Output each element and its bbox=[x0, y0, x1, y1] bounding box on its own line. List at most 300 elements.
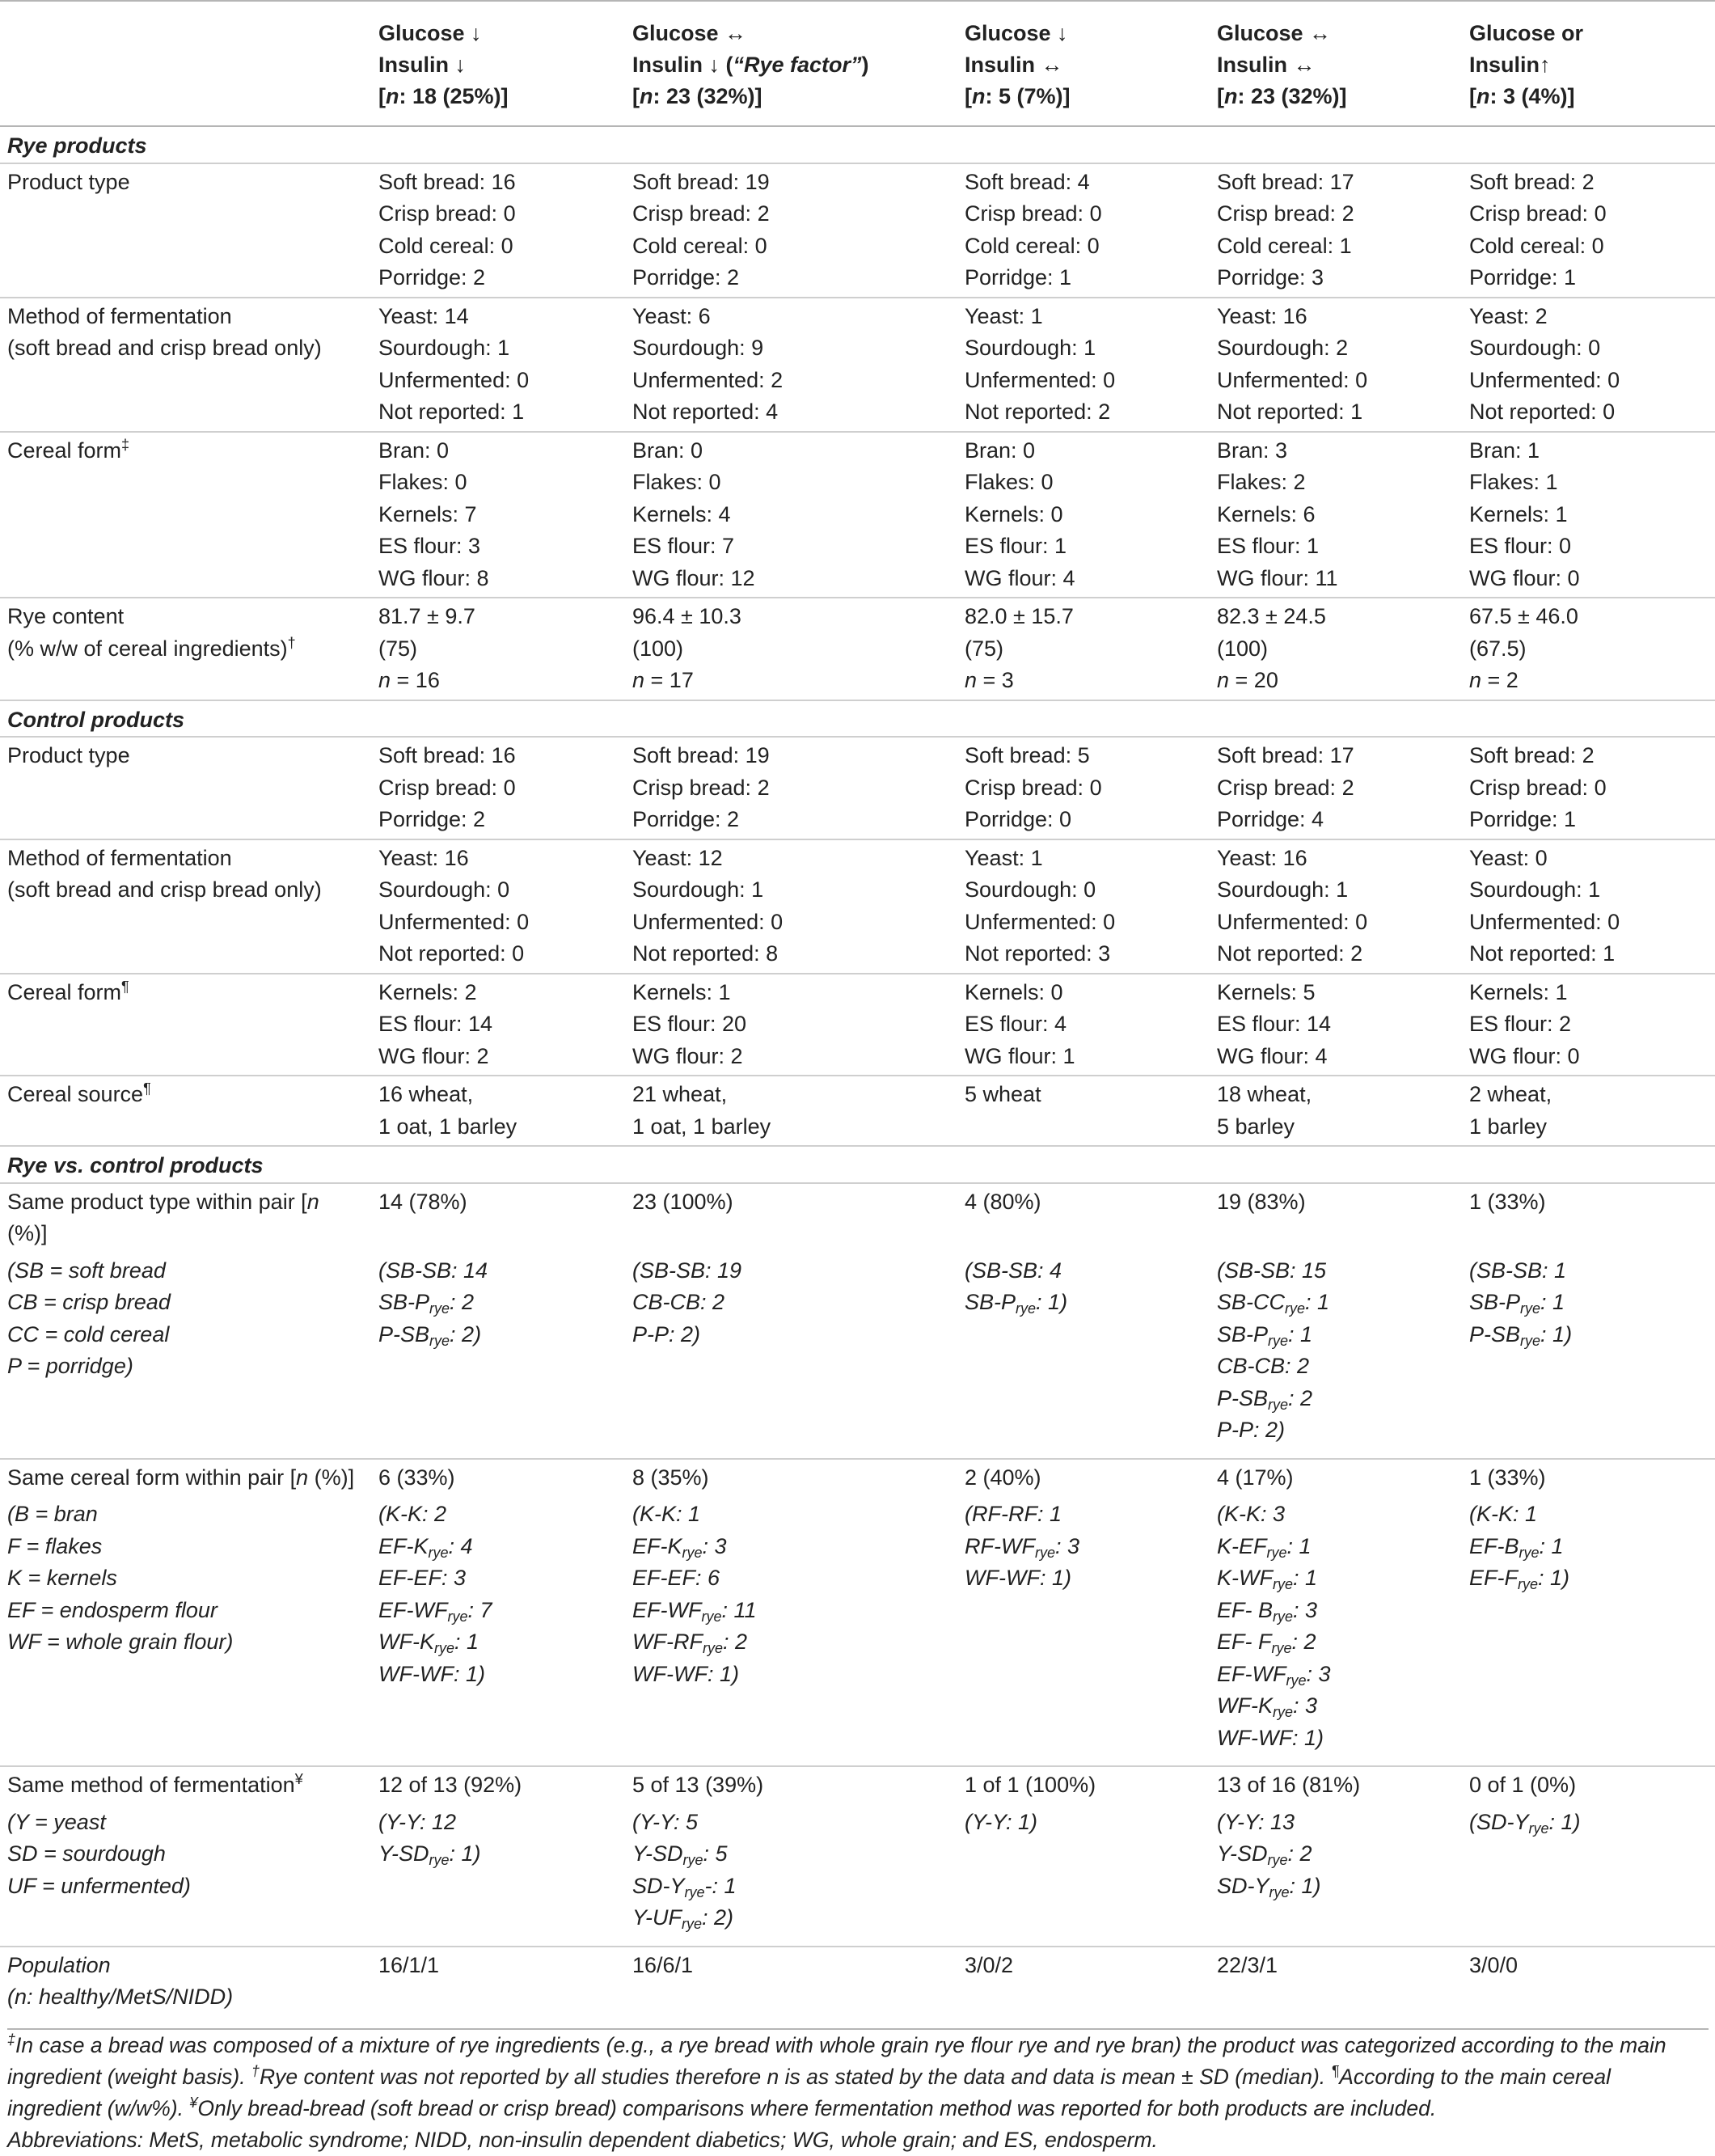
table-cell: 1 (33%) bbox=[1469, 1189, 1546, 1214]
table-cell: (soft bread and crisp bread only) bbox=[7, 877, 322, 902]
cell-line: Yeast: 2 bbox=[1469, 303, 1548, 328]
row-same-cereal-form bbox=[0, 1459, 1715, 1497]
header-col-5 bbox=[1469, 1, 1715, 126]
cell-line: ES flour: 1 bbox=[1217, 534, 1320, 558]
table-cell: 2 (40%) bbox=[965, 1465, 1041, 1490]
row-rye-content bbox=[0, 598, 1715, 700]
header-col-4 bbox=[1217, 1, 1469, 126]
table-cell: Method of fermentation bbox=[7, 303, 232, 328]
cell-line: Kernels: 4 bbox=[632, 501, 731, 526]
table-cell: n bbox=[972, 84, 986, 108]
cell-line: Flakes: 0 bbox=[378, 470, 467, 494]
header-row bbox=[0, 1, 1715, 126]
cell-line: Porridge: 2 bbox=[378, 265, 486, 290]
pair-detail-line: $EF-F_{rye}$: 1) bbox=[1469, 1566, 1570, 1592]
cell-line: Not reported: 2 bbox=[1217, 941, 1363, 966]
cell-line: Bran: 0 bbox=[632, 438, 703, 463]
cell-line: WG flour: 4 bbox=[965, 565, 1075, 590]
cell-line: Porridge: 2 bbox=[378, 807, 486, 831]
table-cell: (%)] bbox=[308, 1465, 355, 1490]
pair-detail-line: (K-K: 1 bbox=[632, 1502, 701, 1526]
cell-line: CC = cold cereal bbox=[7, 1321, 170, 1346]
table-cell: 23 (100%) bbox=[632, 1189, 733, 1214]
rye-content-n bbox=[1469, 665, 1715, 697]
pair-detail-cell bbox=[1469, 1804, 1715, 1947]
cell-line: Unfermented: 0 bbox=[1469, 367, 1620, 392]
pair-detail-line: $EF-WF_{rye}$: 7 bbox=[378, 1597, 492, 1625]
table-cell: “Rye factor” bbox=[733, 53, 862, 77]
table-cell: Control products bbox=[0, 700, 1715, 738]
rye-content-cell bbox=[1217, 598, 1469, 700]
cell-line: 5 wheat bbox=[965, 1082, 1041, 1106]
cell-line: Crisp bread: 0 bbox=[378, 201, 516, 226]
cell-line: Crisp bread: 0 bbox=[1469, 775, 1607, 800]
table-cell: Glucose ↓ bbox=[378, 21, 482, 45]
pair-detail-cell bbox=[378, 1496, 632, 1766]
table-cell: Product type bbox=[0, 737, 378, 839]
pair-detail-line: $P-SB_{rye}$: 2) bbox=[378, 1321, 482, 1349]
cell-line: Soft bread: 2 bbox=[1469, 169, 1595, 194]
table-cell: Insulin↑ bbox=[1469, 53, 1551, 77]
table-cell bbox=[965, 163, 1217, 298]
pair-detail-line: CB-CB: 2 bbox=[632, 1290, 725, 1314]
pair-detail-cell bbox=[632, 1253, 965, 1459]
cell-line: 16 wheat, bbox=[378, 1082, 474, 1106]
cell-line: Soft bread: 17 bbox=[1217, 169, 1354, 194]
table-cell: 6 (33%) bbox=[378, 1465, 455, 1490]
pair-detail-line: P-P: 2) bbox=[632, 1321, 701, 1346]
row-same-fermentation bbox=[0, 1766, 1715, 1804]
cell-line: Yeast: 16 bbox=[1217, 303, 1307, 328]
table-cell bbox=[632, 839, 965, 974]
cell-line: Sourdough: 1 bbox=[1217, 877, 1349, 902]
cell-line: Sourdough: 1 bbox=[632, 877, 764, 902]
cell-line: Crisp bread: 2 bbox=[632, 775, 770, 800]
cell-line: (SB = soft bread bbox=[7, 1258, 166, 1283]
header-col-3 bbox=[965, 1, 1217, 126]
cell-line: Porridge: 2 bbox=[632, 807, 740, 831]
cell-line: Crisp bread: 2 bbox=[1217, 201, 1354, 226]
cell-line: Sourdough: 1 bbox=[965, 336, 1096, 360]
table-cell: 0 of 1 (0%) bbox=[1469, 1773, 1577, 1797]
n-value: = 17 bbox=[644, 668, 694, 692]
cell-line: Flakes: 2 bbox=[1217, 470, 1306, 494]
table-cell: n bbox=[1224, 84, 1238, 108]
table-cell bbox=[965, 737, 1217, 839]
pair-detail-line: EF-EF: 3 bbox=[378, 1566, 467, 1590]
pair-detail-line: (SB-SB: 4 bbox=[965, 1258, 1062, 1283]
pair-detail-cell bbox=[378, 1804, 632, 1947]
table-footnotes bbox=[7, 2028, 1709, 2156]
cell-line: CB = crisp bread bbox=[7, 1290, 171, 1314]
pair-detail-cell bbox=[632, 1496, 965, 1766]
pair-detail-line: $P-SB_{rye}$: 1) bbox=[1469, 1321, 1573, 1349]
cell-line: Kernels: 7 bbox=[378, 501, 477, 526]
pair-detail-line: (RF-RF: 1 bbox=[965, 1502, 1062, 1526]
table-cell: : 18 (25%)] bbox=[399, 84, 509, 108]
table-cell: : 23 (32%)] bbox=[653, 84, 762, 108]
table-cell: 16/1/1 bbox=[378, 1952, 440, 1977]
cell-line: Soft bread: 16 bbox=[378, 743, 516, 767]
cell-line: ES flour: 0 bbox=[1469, 534, 1572, 558]
row-rye-product-type bbox=[0, 163, 1715, 298]
cell-line: 21 wheat, bbox=[632, 1082, 728, 1106]
cell-line: ES flour: 4 bbox=[965, 1012, 1067, 1036]
pair-detail-line: $EF-B_{rye}$: 1 bbox=[1469, 1533, 1564, 1561]
rye-content-n bbox=[1217, 665, 1469, 697]
pair-detail-line: $K-EF_{rye}$: 1 bbox=[1217, 1533, 1312, 1561]
pair-detail-line: $SB-P_{rye}$: 2 bbox=[378, 1290, 475, 1317]
cell-line: Sourdough: 1 bbox=[1469, 877, 1601, 902]
table-cell: 5 of 13 (39%) bbox=[632, 1773, 764, 1797]
cell-line: Unfermented: 0 bbox=[1217, 367, 1368, 392]
cell-line: WG flour: 2 bbox=[378, 1043, 489, 1068]
pair-detail-cell bbox=[1217, 1496, 1469, 1766]
cell-line: Kernels: 0 bbox=[965, 501, 1063, 526]
section-rye-vs-control bbox=[0, 1146, 1715, 1183]
table-cell: ¶ bbox=[1331, 2063, 1340, 2079]
table-cell: 4 (17%) bbox=[1217, 1465, 1294, 1490]
cell-line: Kernels: 2 bbox=[378, 979, 477, 1004]
table-cell bbox=[1217, 163, 1469, 298]
pair-detail-line: CB-CB: 2 bbox=[1217, 1354, 1310, 1378]
rye-content-cell bbox=[965, 598, 1217, 700]
pair-detail-line: (Y-Y: 1) bbox=[965, 1809, 1038, 1834]
table-cell: 14 (78%) bbox=[378, 1189, 467, 1214]
cell-line: Yeast: 16 bbox=[1217, 845, 1307, 870]
table-cell: Rye vs. control products bbox=[0, 1146, 1715, 1183]
cell-line: K = kernels bbox=[7, 1566, 117, 1590]
rye-content-mean: 67.5 ± 46.0 bbox=[1469, 604, 1578, 628]
cell-line: Sourdough: 0 bbox=[1469, 336, 1601, 360]
rye-content-median: (67.5) bbox=[1469, 636, 1527, 661]
header-col-2 bbox=[632, 1, 965, 126]
cell-line: WG flour: 8 bbox=[378, 565, 489, 590]
cell-line: Soft bread: 5 bbox=[965, 743, 1090, 767]
cell-line: UF = unfermented) bbox=[7, 1873, 191, 1898]
cell-line: Flakes: 1 bbox=[1469, 470, 1558, 494]
row-same-product-type-detail bbox=[0, 1253, 1715, 1459]
table-cell: Same product type within pair [ bbox=[7, 1189, 307, 1214]
table-cell: Population bbox=[7, 1952, 111, 1977]
cell-line: Yeast: 1 bbox=[965, 303, 1043, 328]
table-cell: (soft bread and crisp bread only) bbox=[7, 336, 322, 360]
table-cell: 3/0/2 bbox=[965, 1952, 1014, 1977]
pair-detail-line: (K-K: 3 bbox=[1217, 1502, 1286, 1526]
pair-detail-line: (SB-SB: 19 bbox=[632, 1258, 742, 1283]
table-cell bbox=[378, 974, 632, 1076]
cell-line: Soft bread: 2 bbox=[1469, 743, 1595, 767]
pair-detail-line: $P-SB_{rye}$: 2 bbox=[1217, 1385, 1313, 1413]
row-rye-cereal-form bbox=[0, 432, 1715, 598]
rye-content-median: (75) bbox=[965, 636, 1004, 661]
cell-line: ES flour: 2 bbox=[1469, 1012, 1572, 1036]
cell-line: (B = bran bbox=[7, 1502, 98, 1526]
table-cell: : 23 (32%)] bbox=[1237, 84, 1347, 108]
table-cell bbox=[0, 1253, 378, 1459]
rye-content-mean: 81.7 ± 9.7 bbox=[378, 604, 475, 628]
cell-line: 2 wheat, bbox=[1469, 1082, 1552, 1106]
cell-line: Not reported: 1 bbox=[378, 399, 525, 424]
table-cell bbox=[378, 839, 632, 974]
row-same-product-type bbox=[0, 1183, 1715, 1253]
table-cell bbox=[1469, 163, 1715, 298]
table-cell bbox=[965, 1076, 1217, 1146]
table-cell: † bbox=[251, 2063, 260, 2079]
rye-content-n bbox=[378, 665, 632, 697]
pair-detail-line: $WF-K_{rye}$: 1 bbox=[378, 1630, 479, 1656]
cell-line: Unfermented: 0 bbox=[378, 909, 530, 934]
cell-line: F = flakes bbox=[7, 1533, 103, 1558]
table-cell: 22/3/1 bbox=[1217, 1952, 1278, 1977]
cell-line: Flakes: 0 bbox=[965, 470, 1054, 494]
pair-detail-line: $Y-SD_{rye}$: 5 bbox=[632, 1841, 728, 1868]
table-cell bbox=[1469, 432, 1715, 598]
cell-line: Crisp bread: 2 bbox=[632, 201, 770, 226]
table-cell: Rye products bbox=[0, 126, 1715, 163]
table-cell: n bbox=[640, 84, 653, 108]
pair-detail-line: $SD-Y_{rye}-$: 1 bbox=[632, 1873, 737, 1900]
table-cell bbox=[1469, 1076, 1715, 1146]
pair-detail-line: P-P: 2) bbox=[1217, 1418, 1286, 1442]
table-cell: 1 (33%) bbox=[1469, 1465, 1546, 1490]
pair-detail-cell bbox=[965, 1804, 1217, 1947]
cell-line: Kernels: 1 bbox=[632, 979, 731, 1004]
cell-line: Porridge: 3 bbox=[1217, 265, 1324, 290]
table-cell bbox=[965, 839, 1217, 974]
pair-detail-line: (K-K: 2 bbox=[378, 1502, 447, 1526]
pair-detail-line: WF-WF: 1) bbox=[632, 1661, 739, 1686]
table-cell: According to the main cereal ingredient (w/w%). bbox=[7, 2065, 1612, 2120]
cell-line: Sourdough: 2 bbox=[1217, 336, 1349, 360]
cell-line: 18 wheat, bbox=[1217, 1082, 1312, 1106]
table-cell: 1 of 1 (100%) bbox=[965, 1773, 1096, 1797]
cell-line: Porridge: 1 bbox=[1469, 265, 1577, 290]
cell-line: Yeast: 6 bbox=[632, 303, 711, 328]
rye-content-n bbox=[632, 665, 965, 697]
cell-line: Bran: 1 bbox=[1469, 438, 1540, 463]
table-cell: [ bbox=[632, 84, 640, 108]
cell-line: ES flour: 20 bbox=[632, 1012, 747, 1036]
pair-detail-line: $Y-SD_{rye}$: 1) bbox=[378, 1841, 481, 1868]
cell-line: Unfermented: 0 bbox=[965, 367, 1116, 392]
cell-line: Cold cereal: 0 bbox=[378, 233, 513, 258]
rye-content-n bbox=[965, 665, 1217, 697]
pair-detail-line: EF- $F_{rye}$: 2 bbox=[1217, 1630, 1316, 1656]
cell-line: WG flour: 4 bbox=[1217, 1043, 1328, 1068]
table-cell: Glucose or bbox=[1469, 21, 1584, 45]
pair-detail-line: (SB-SB: 15 bbox=[1217, 1258, 1327, 1283]
pair-detail-line: WF-WF: 1) bbox=[378, 1661, 485, 1686]
table-cell: 3/0/0 bbox=[1469, 1952, 1519, 1977]
rye-content-mean: 96.4 ± 10.3 bbox=[632, 604, 741, 628]
cell-line: Bran: 3 bbox=[1217, 438, 1288, 463]
n-value: = 3 bbox=[977, 668, 1014, 692]
cell-line: Not reported: 1 bbox=[1217, 399, 1363, 424]
table-cell: n bbox=[386, 84, 399, 108]
table-cell: 8 (35%) bbox=[632, 1465, 709, 1490]
table-cell: n bbox=[1476, 84, 1490, 108]
pair-detail-line: $SB-P_{rye}$: 1) bbox=[965, 1290, 1068, 1317]
cell-line: Cold cereal: 0 bbox=[965, 233, 1100, 258]
pair-detail-line: EF-EF: 6 bbox=[632, 1566, 720, 1590]
table-cell: ‡ bbox=[7, 2031, 16, 2048]
rye-content-cell bbox=[378, 598, 632, 700]
cell-line: (Y = yeast bbox=[7, 1809, 106, 1834]
cell-line: Flakes: 0 bbox=[632, 470, 721, 494]
table-cell bbox=[1217, 839, 1469, 974]
cell-line: Crisp bread: 2 bbox=[1217, 775, 1354, 800]
cell-line: Not reported: 0 bbox=[378, 941, 525, 966]
table-cell bbox=[378, 737, 632, 839]
table-cell bbox=[0, 1804, 378, 1947]
table-cell: 13 of 16 (81%) bbox=[1217, 1773, 1361, 1797]
table-cell bbox=[378, 298, 632, 432]
table-cell: ‡ bbox=[121, 436, 130, 453]
pair-detail-line: ($SD-Y_{rye}$: 1) bbox=[1469, 1809, 1581, 1837]
table-cell: Insulin ↔ bbox=[1217, 53, 1316, 77]
pair-detail-line: (Y-Y: 12 bbox=[378, 1809, 457, 1834]
header-col-1 bbox=[378, 1, 632, 126]
cell-line: Sourdough: 1 bbox=[378, 336, 510, 360]
pair-detail-cell bbox=[1469, 1253, 1715, 1459]
table-cell: Rye content bbox=[7, 604, 125, 628]
pair-detail-cell bbox=[378, 1253, 632, 1459]
pair-detail-line: WF-WF: 1) bbox=[1217, 1725, 1324, 1750]
cell-line: P = porridge) bbox=[7, 1354, 133, 1378]
pair-detail-line: (SB-SB: 1 bbox=[1469, 1258, 1567, 1283]
n-value: = 2 bbox=[1481, 668, 1519, 692]
cell-line: Kernels: 6 bbox=[1217, 501, 1316, 526]
cell-line: Cold cereal: 1 bbox=[1217, 233, 1352, 258]
row-control-cereal-source bbox=[0, 1076, 1715, 1146]
cell-line: Yeast: 0 bbox=[1469, 845, 1548, 870]
pair-detail-line: $K-WF_{rye}$: 1 bbox=[1217, 1566, 1318, 1592]
table-cell: (%)] bbox=[7, 1221, 48, 1245]
pair-detail-line: $SB-P_{rye}$: 1 bbox=[1217, 1321, 1313, 1349]
rye-content-median: (100) bbox=[1217, 636, 1269, 661]
cell-line: Sourdough: 0 bbox=[378, 877, 510, 902]
pair-detail-line: $Y-UF_{rye}$: 2) bbox=[632, 1905, 734, 1932]
cell-line: Soft bread: 17 bbox=[1217, 743, 1354, 767]
pair-detail-line: (Y-Y: 5 bbox=[632, 1809, 699, 1834]
cell-line: 1 oat, 1 barley bbox=[378, 1114, 517, 1139]
table-cell: Insulin ↔ bbox=[965, 53, 1063, 77]
table-cell: n bbox=[296, 1465, 309, 1490]
cell-line: ES flour: 14 bbox=[378, 1012, 493, 1036]
cell-line: Crisp bread: 0 bbox=[965, 201, 1102, 226]
table-cell bbox=[632, 163, 965, 298]
cell-line: Yeast: 16 bbox=[378, 845, 469, 870]
table-cell: Product type bbox=[0, 163, 378, 298]
table-cell: Glucose ↓ bbox=[965, 21, 1068, 45]
cell-line: ES flour: 3 bbox=[378, 534, 481, 558]
table-cell bbox=[965, 974, 1217, 1076]
table-cell: Same cereal form within pair [ bbox=[7, 1465, 297, 1490]
cell-line: WG flour: 0 bbox=[1469, 565, 1580, 590]
cell-line: Yeast: 1 bbox=[965, 845, 1043, 870]
table-cell bbox=[1217, 737, 1469, 839]
table-cell bbox=[965, 432, 1217, 598]
table-cell: [ bbox=[965, 84, 972, 108]
table-cell: [ bbox=[378, 84, 386, 108]
table-cell bbox=[378, 163, 632, 298]
pair-detail-line: WF-WF: 1) bbox=[965, 1566, 1071, 1590]
cell-line: Soft bread: 16 bbox=[378, 169, 516, 194]
table-cell bbox=[965, 298, 1217, 432]
cell-line: Yeast: 14 bbox=[378, 303, 469, 328]
cell-line: Sourdough: 0 bbox=[965, 877, 1096, 902]
table-cell bbox=[632, 298, 965, 432]
rye-content-mean: 82.3 ± 24.5 bbox=[1217, 604, 1326, 628]
cell-line: ES flour: 7 bbox=[632, 534, 735, 558]
table-cell: 19 (83%) bbox=[1217, 1189, 1306, 1214]
cell-line: Cold cereal: 0 bbox=[1469, 233, 1604, 258]
table-cell: 4 (80%) bbox=[965, 1189, 1041, 1214]
cell-line: Unfermented: 0 bbox=[1217, 909, 1368, 934]
pair-detail-line: $Y-SD_{rye}$: 2 bbox=[1217, 1841, 1312, 1868]
pair-detail-line: $SB-CC_{rye}$: 1 bbox=[1217, 1290, 1330, 1317]
cell-line: Porridge: 2 bbox=[632, 265, 740, 290]
cell-line: WG flour: 11 bbox=[1217, 565, 1338, 590]
row-control-fermentation bbox=[0, 839, 1715, 974]
pair-detail-cell bbox=[1217, 1253, 1469, 1459]
table-cell bbox=[1217, 1076, 1469, 1146]
table-cell: Cereal form bbox=[7, 979, 122, 1004]
table-cell bbox=[1217, 432, 1469, 598]
cell-line: Not reported: 8 bbox=[632, 941, 779, 966]
n-symbol: n bbox=[1469, 668, 1482, 692]
row-rye-fermentation bbox=[0, 298, 1715, 432]
pair-detail-line: $WF-K_{rye}$: 3 bbox=[1217, 1693, 1318, 1720]
n-value: = 16 bbox=[391, 668, 440, 692]
table-cell bbox=[378, 1076, 632, 1146]
rye-content-mean: 82.0 ± 15.7 bbox=[965, 604, 1074, 628]
row-control-product-type bbox=[0, 737, 1715, 839]
table-cell: 12 of 13 (92%) bbox=[378, 1773, 522, 1797]
cell-line: WG flour: 0 bbox=[1469, 1043, 1580, 1068]
row-same-cereal-form-detail bbox=[0, 1496, 1715, 1766]
cell-line: 5 barley bbox=[1217, 1114, 1295, 1139]
cell-line: Unfermented: 0 bbox=[632, 909, 784, 934]
table-cell bbox=[632, 1076, 965, 1146]
cell-line: Unfermented: 2 bbox=[632, 367, 784, 392]
pair-detail-line: (K-K: 1 bbox=[1469, 1502, 1538, 1526]
pair-detail-line: $SB-P_{rye}$: 1 bbox=[1469, 1290, 1565, 1317]
cell-line: Bran: 0 bbox=[378, 438, 450, 463]
cell-line: 1 oat, 1 barley bbox=[632, 1114, 771, 1139]
table-cell: n bbox=[306, 1189, 319, 1214]
cell-line: Unfermented: 0 bbox=[965, 909, 1116, 934]
pair-detail-cell bbox=[965, 1496, 1217, 1766]
cell-line: Kernels: 1 bbox=[1469, 501, 1568, 526]
table-cell bbox=[632, 974, 965, 1076]
table-cell: Cereal source bbox=[7, 1082, 144, 1106]
table-cell: Rye content was not reported by all studies therefore n is as stated by the data and data is mean ± SD (median). bbox=[259, 2065, 1332, 2089]
cell-line: Not reported: 0 bbox=[1469, 399, 1616, 424]
table-cell bbox=[1469, 974, 1715, 1076]
rye-content-cell bbox=[632, 598, 965, 700]
cell-line: Bran: 0 bbox=[965, 438, 1036, 463]
table-cell: (n: healthy/MetS/NIDD) bbox=[7, 1985, 234, 2009]
table-cell: (% w/w of cereal ingredients) bbox=[7, 636, 288, 661]
cell-line: SD = sourdough bbox=[7, 1841, 166, 1866]
n-symbol: n bbox=[378, 668, 391, 692]
rye-content-median: (75) bbox=[378, 636, 418, 661]
pair-detail-line: EF- $B_{rye}$: 3 bbox=[1217, 1597, 1318, 1625]
row-population bbox=[0, 1947, 1715, 2016]
cell-line: WF = whole grain flour) bbox=[7, 1630, 234, 1654]
